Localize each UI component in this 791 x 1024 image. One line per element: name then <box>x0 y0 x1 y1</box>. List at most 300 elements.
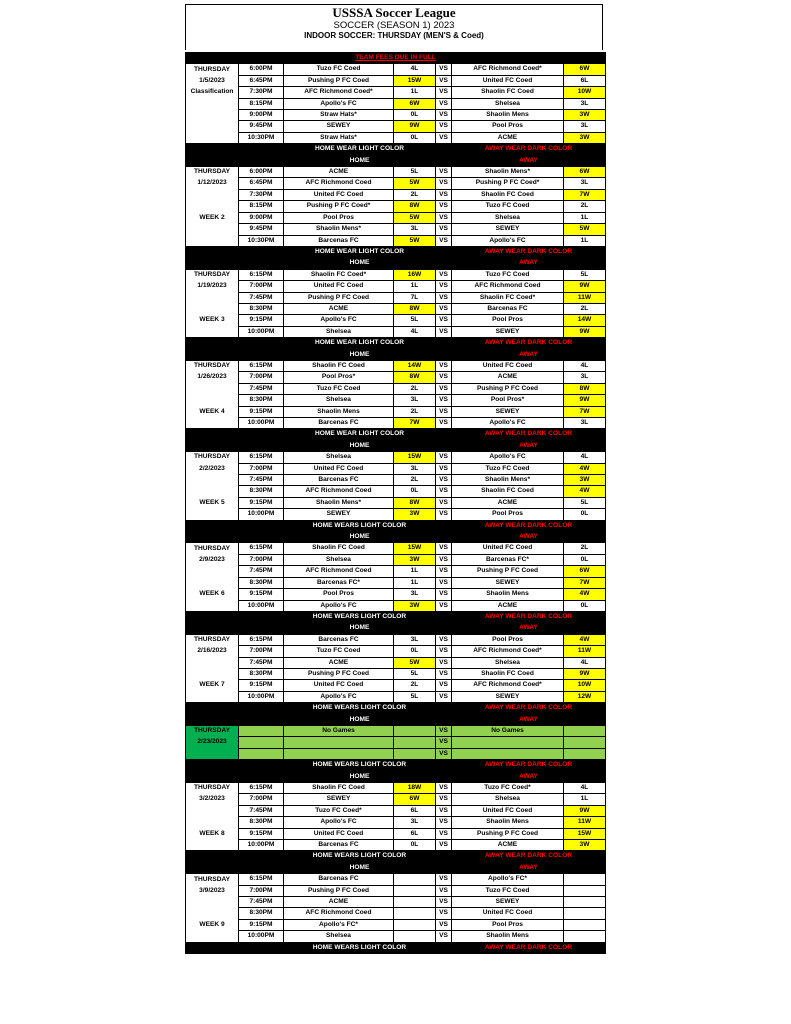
label-spacer <box>186 532 284 543</box>
away-score: 11W <box>564 646 606 657</box>
home-score: 3L <box>394 634 436 645</box>
home-wear-note: HOME WEARS LIGHT COLOR <box>284 942 436 953</box>
vs-label: VS <box>436 87 452 98</box>
away-team: SEWEY <box>452 326 564 337</box>
game-row <box>186 885 606 896</box>
game-row <box>186 828 606 839</box>
home-score: 14W <box>394 360 436 371</box>
date-label: 1/26/2023 <box>186 372 239 383</box>
fees-banner-row <box>186 53 606 64</box>
home-label: HOME <box>284 771 436 782</box>
home-score: 3W <box>394 554 436 565</box>
vs-label: VS <box>436 874 452 885</box>
vs-label: VS <box>436 657 452 668</box>
away-wear-note: AWAY WEAR DARK COLOR <box>452 246 606 257</box>
game-time: 10:00PM <box>239 326 284 337</box>
vs-label: VS <box>436 566 452 577</box>
away-score: 3L <box>564 98 606 109</box>
game-time: 7:30PM <box>239 87 284 98</box>
away-team: Barcenas FC* <box>452 554 564 565</box>
away-score: 11W <box>564 817 606 828</box>
game-row <box>186 783 606 794</box>
game-row <box>186 315 606 326</box>
away-score: 0L <box>564 554 606 565</box>
day-label: THURSDAY <box>186 269 239 280</box>
away-wear-note: AWAY WEAR DARK COLOR <box>452 611 606 622</box>
vs-label: VS <box>436 281 452 292</box>
game-time: 10:00PM <box>239 840 284 851</box>
game-row <box>186 326 606 337</box>
away-score: 3W <box>564 475 606 486</box>
away-team: Apollo's FC* <box>452 874 564 885</box>
vs-label: VS <box>436 64 452 75</box>
home-score: 15W <box>394 75 436 86</box>
game-row <box>186 406 606 417</box>
away-score: 4W <box>564 463 606 474</box>
game-time: 9:15PM <box>239 315 284 326</box>
home-team: Shaolin FC Coed <box>284 543 394 554</box>
game-row <box>186 646 606 657</box>
home-team: Pool Pros <box>284 212 394 223</box>
side-cell <box>186 577 239 588</box>
away-score <box>564 737 606 748</box>
week-label: WEEK 6 <box>186 589 239 600</box>
game-row <box>186 475 606 486</box>
away-team: Pushing P FC Coed* <box>452 178 564 189</box>
game-time: 7:45PM <box>239 292 284 303</box>
side-cell <box>186 292 239 303</box>
wear-spacer <box>186 520 284 531</box>
home-team: Shelsea <box>284 931 394 942</box>
game-time: 8:30PM <box>239 908 284 919</box>
game-row <box>186 281 606 292</box>
away-score: 3L <box>564 178 606 189</box>
home-team: Straw Hats* <box>284 110 394 121</box>
week-label: WEEK 4 <box>186 406 239 417</box>
day-label: THURSDAY <box>186 64 239 75</box>
home-team: United FC Coed <box>284 281 394 292</box>
home-score: 0L <box>394 110 436 121</box>
label-gap <box>436 532 452 543</box>
away-score: 1L <box>564 235 606 246</box>
vs-label: VS <box>436 554 452 565</box>
home-away-row <box>186 258 606 269</box>
home-team: United FC Coed <box>284 828 394 839</box>
wear-gap <box>436 703 452 714</box>
side-cell <box>186 132 239 143</box>
home-team: Pushing P FC Coed <box>284 668 394 679</box>
week-label: WEEK 8 <box>186 828 239 839</box>
side-cell <box>186 303 239 314</box>
vs-label: VS <box>436 486 452 497</box>
home-label: HOME <box>284 258 436 269</box>
vs-label: VS <box>436 748 452 759</box>
no-games-row <box>186 725 606 736</box>
away-team: United FC Coed <box>452 360 564 371</box>
away-label: AWAY <box>452 771 606 782</box>
wear-spacer <box>186 611 284 622</box>
away-label: AWAY <box>452 258 606 269</box>
wear-color-row <box>186 851 606 862</box>
away-score: 3L <box>564 418 606 429</box>
game-time: 6:15PM <box>239 360 284 371</box>
home-team: SEWEY <box>284 121 394 132</box>
away-score: 0L <box>564 509 606 520</box>
home-score: 5W <box>394 235 436 246</box>
home-away-row <box>186 440 606 451</box>
game-row <box>186 589 606 600</box>
game-time: 8:15PM <box>239 98 284 109</box>
vs-label: VS <box>436 178 452 189</box>
home-score: 9W <box>394 121 436 132</box>
label-spacer <box>186 623 284 634</box>
away-score: 3W <box>564 132 606 143</box>
home-wear-note: HOME WEAR LIGHT COLOR <box>284 246 436 257</box>
away-team: Tuzo FC Coed <box>452 885 564 896</box>
home-score: 5W <box>394 178 436 189</box>
game-row <box>186 680 606 691</box>
home-label: HOME <box>284 440 436 451</box>
away-team: SEWEY <box>452 577 564 588</box>
away-score: 6W <box>564 167 606 178</box>
side-cell <box>186 201 239 212</box>
home-wear-note: HOME WEARS LIGHT COLOR <box>284 703 436 714</box>
game-row <box>186 395 606 406</box>
side-cell <box>186 566 239 577</box>
away-score: 1L <box>564 794 606 805</box>
game-time: 9:45PM <box>239 224 284 235</box>
vs-label: VS <box>436 908 452 919</box>
away-score: 7W <box>564 189 606 200</box>
game-row <box>186 167 606 178</box>
game-row <box>186 691 606 702</box>
game-row <box>186 600 606 611</box>
game-time: 10:00PM <box>239 600 284 611</box>
label-gap <box>436 771 452 782</box>
side-cell <box>186 326 239 337</box>
home-score: 2L <box>394 406 436 417</box>
home-score: 18W <box>394 783 436 794</box>
game-time: 9:15PM <box>239 589 284 600</box>
no-games-row <box>186 748 606 759</box>
home-team: Tuzo FC Coed* <box>284 805 394 816</box>
away-label: AWAY <box>452 623 606 634</box>
game-row <box>186 189 606 200</box>
game-row <box>186 931 606 942</box>
game-time: 6:15PM <box>239 543 284 554</box>
wear-color-row <box>186 703 606 714</box>
home-score: 8W <box>394 201 436 212</box>
wear-spacer <box>186 144 284 155</box>
wear-spacer <box>186 246 284 257</box>
game-row <box>186 98 606 109</box>
home-score: 5W <box>394 212 436 223</box>
wear-spacer <box>186 429 284 440</box>
game-time: 7:45PM <box>239 657 284 668</box>
away-team: Shaolin FC Coed <box>452 87 564 98</box>
home-away-row <box>186 155 606 166</box>
game-time: 7:00PM <box>239 885 284 896</box>
vs-label: VS <box>436 189 452 200</box>
game-time: 9:15PM <box>239 406 284 417</box>
game-time: 6:15PM <box>239 634 284 645</box>
home-team: Apollo's FC <box>284 315 394 326</box>
label-spacer <box>186 862 284 873</box>
label-spacer <box>186 258 284 269</box>
away-team: SEWEY <box>452 406 564 417</box>
vs-label: VS <box>436 224 452 235</box>
vs-label: VS <box>436 668 452 679</box>
home-label: HOME <box>284 349 436 360</box>
away-label: AWAY <box>452 532 606 543</box>
game-row <box>186 178 606 189</box>
home-score <box>394 919 436 930</box>
side-cell <box>186 418 239 429</box>
game-time: 9:45PM <box>239 121 284 132</box>
vs-label: VS <box>436 110 452 121</box>
away-team: Pool Pros* <box>452 395 564 406</box>
home-score: 8W <box>394 497 436 508</box>
away-team: Apollo's FC <box>452 418 564 429</box>
home-score <box>394 897 436 908</box>
away-team: ACME <box>452 497 564 508</box>
side-cell <box>186 475 239 486</box>
away-team: Barcenas FC <box>452 303 564 314</box>
game-row <box>186 292 606 303</box>
home-score: 6W <box>394 794 436 805</box>
home-wear-note: HOME WEAR LIGHT COLOR <box>284 144 436 155</box>
vs-label: VS <box>436 497 452 508</box>
side-cell <box>186 383 239 394</box>
vs-label: VS <box>436 463 452 474</box>
game-row <box>186 269 606 280</box>
away-score <box>564 919 606 930</box>
away-team: Shaolin Mens <box>452 110 564 121</box>
home-team: Shaolin FC Coed <box>284 360 394 371</box>
week-label: WEEK 2 <box>186 212 239 223</box>
week-label: WEEK 5 <box>186 497 239 508</box>
home-score: 3W <box>394 600 436 611</box>
game-time: 7:45PM <box>239 566 284 577</box>
home-score: 5L <box>394 691 436 702</box>
away-team: Shelsea <box>452 98 564 109</box>
wear-gap <box>436 851 452 862</box>
home-team: ACME <box>284 167 394 178</box>
date-label: 2/16/2023 <box>186 646 239 657</box>
away-score: 4L <box>564 783 606 794</box>
away-score: 2L <box>564 303 606 314</box>
away-score: 3W <box>564 110 606 121</box>
home-away-row <box>186 623 606 634</box>
day-label: THURSDAY <box>186 452 239 463</box>
label-gap <box>436 714 452 725</box>
home-score: 5L <box>394 167 436 178</box>
side-cell <box>186 897 239 908</box>
side-cell <box>186 110 239 121</box>
game-time: 7:00PM <box>239 372 284 383</box>
away-wear-note: AWAY WEAR DARK COLOR <box>452 429 606 440</box>
home-score: 5L <box>394 668 436 679</box>
vs-label: VS <box>436 418 452 429</box>
home-score: 3L <box>394 395 436 406</box>
away-score: 9W <box>564 805 606 816</box>
game-time: 7:45PM <box>239 805 284 816</box>
home-wear-note: HOME WEAR LIGHT COLOR <box>284 338 436 349</box>
wear-gap <box>436 520 452 531</box>
game-row <box>186 817 606 828</box>
away-team: AFC Richmond Coed* <box>452 646 564 657</box>
vs-label: VS <box>436 235 452 246</box>
vs-label: VS <box>436 885 452 896</box>
away-team: Shaolin FC Coed <box>452 486 564 497</box>
away-score: 3W <box>564 840 606 851</box>
side-cell <box>186 486 239 497</box>
away-score: 4W <box>564 589 606 600</box>
side-cell <box>186 817 239 828</box>
vs-label: VS <box>436 360 452 371</box>
side-cell <box>186 395 239 406</box>
vs-label: VS <box>436 406 452 417</box>
away-team: Shaolin FC Coed* <box>452 292 564 303</box>
vs-label: VS <box>436 794 452 805</box>
game-time: 7:45PM <box>239 475 284 486</box>
game-time: 8:30PM <box>239 817 284 828</box>
game-row <box>186 908 606 919</box>
day-label: THURSDAY <box>186 360 239 371</box>
wear-gap <box>436 338 452 349</box>
home-team: Apollo's FC <box>284 98 394 109</box>
vs-label: VS <box>436 383 452 394</box>
home-score: 15W <box>394 543 436 554</box>
away-score: 10W <box>564 87 606 98</box>
home-label: HOME <box>284 155 436 166</box>
home-team: AFC Richmond Coed* <box>284 87 394 98</box>
away-score: 4W <box>564 486 606 497</box>
away-team: AFC Richmond Coed <box>452 281 564 292</box>
side-cell <box>186 509 239 520</box>
away-score <box>564 931 606 942</box>
side-cell <box>186 235 239 246</box>
day-label: THURSDAY <box>186 783 239 794</box>
game-row <box>186 64 606 75</box>
home-score: 7W <box>394 418 436 429</box>
home-label: HOME <box>284 862 436 873</box>
vs-label: VS <box>436 805 452 816</box>
home-team: Apollo's FC <box>284 817 394 828</box>
date-label: 3/2/2023 <box>186 794 239 805</box>
home-wear-note: HOME WEARS LIGHT COLOR <box>284 611 436 622</box>
away-score: 14W <box>564 315 606 326</box>
away-score: 2L <box>564 201 606 212</box>
home-team <box>284 737 394 748</box>
home-score <box>394 737 436 748</box>
home-team: AFC Richmond Coed <box>284 486 394 497</box>
vs-label: VS <box>436 269 452 280</box>
home-team: SEWEY <box>284 509 394 520</box>
game-time: 10:00PM <box>239 691 284 702</box>
game-row <box>186 919 606 930</box>
game-row <box>186 543 606 554</box>
home-team: United FC Coed <box>284 189 394 200</box>
home-team: AFC Richmond Coed <box>284 908 394 919</box>
wear-color-row <box>186 611 606 622</box>
home-team: Barcenas FC <box>284 874 394 885</box>
date-label: 1/5/2023 <box>186 75 239 86</box>
game-row <box>186 805 606 816</box>
away-score: 0L <box>564 600 606 611</box>
wear-gap <box>436 246 452 257</box>
home-team: Barcenas FC <box>284 634 394 645</box>
game-row <box>186 657 606 668</box>
home-team: Shelsea <box>284 452 394 463</box>
away-wear-note: AWAY WEAR DARK COLOR <box>452 851 606 862</box>
game-row <box>186 372 606 383</box>
away-score: 6L <box>564 75 606 86</box>
game-time: 10:30PM <box>239 235 284 246</box>
away-score: 4W <box>564 634 606 645</box>
away-label: AWAY <box>452 440 606 451</box>
home-score: 3W <box>394 509 436 520</box>
game-row <box>186 634 606 645</box>
side-cell <box>186 805 239 816</box>
home-team: Shelsea <box>284 326 394 337</box>
wear-color-row <box>186 429 606 440</box>
side-cell <box>186 224 239 235</box>
game-row <box>186 383 606 394</box>
home-team: Shelsea <box>284 395 394 406</box>
vs-label: VS <box>436 201 452 212</box>
away-wear-note: AWAY WEAR DARK COLOR <box>452 144 606 155</box>
home-score: 0L <box>394 486 436 497</box>
wear-spacer <box>186 703 284 714</box>
away-label: AWAY <box>452 862 606 873</box>
division-title: INDOOR SOCCER: THURSDAY (MEN'S & Coed) <box>304 31 484 40</box>
home-team: ACME <box>284 897 394 908</box>
game-time: 9:15PM <box>239 919 284 930</box>
vs-label: VS <box>436 691 452 702</box>
away-team: Shaolin Mens* <box>452 167 564 178</box>
side-cell <box>186 748 239 759</box>
home-wear-note: HOME WEARS LIGHT COLOR <box>284 760 436 771</box>
home-score: 6L <box>394 828 436 839</box>
home-team: Apollo's FC <box>284 600 394 611</box>
vs-label: VS <box>436 315 452 326</box>
game-time: 8:30PM <box>239 303 284 314</box>
away-team: No Games <box>452 725 564 736</box>
side-cell <box>186 840 239 851</box>
league-title: USSSA Soccer League <box>332 5 456 20</box>
away-team: Shaolin Mens <box>452 931 564 942</box>
home-team: No Games <box>284 725 394 736</box>
game-time: 8:30PM <box>239 668 284 679</box>
game-time: 7:45PM <box>239 897 284 908</box>
game-time: 6:15PM <box>239 783 284 794</box>
away-label: AWAY <box>452 349 606 360</box>
away-score <box>564 725 606 736</box>
game-time: 7:30PM <box>239 189 284 200</box>
away-team <box>452 748 564 759</box>
vs-label: VS <box>436 725 452 736</box>
game-time: 6:00PM <box>239 64 284 75</box>
home-team: Tuzo FC Coed <box>284 64 394 75</box>
game-time: 6:45PM <box>239 178 284 189</box>
date-label: 2/23/2023 <box>186 737 239 748</box>
home-score: 2L <box>394 680 436 691</box>
away-score: 4L <box>564 360 606 371</box>
vs-label: VS <box>436 212 452 223</box>
game-row <box>186 577 606 588</box>
away-team: Pool Pros <box>452 121 564 132</box>
